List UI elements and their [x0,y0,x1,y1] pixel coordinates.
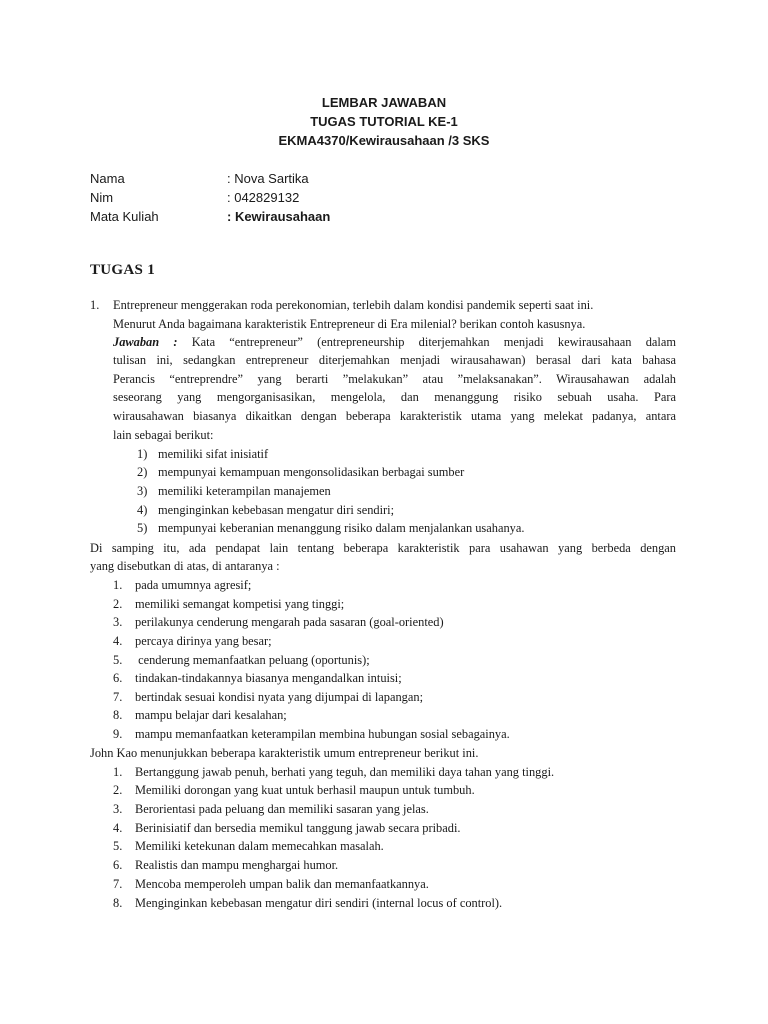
info-row-nama [90,169,690,188]
list-item: mampu belajar dari kesalahan; [135,708,287,722]
question-line: Entrepreneur menggerakan roda perekonomian, terlebih dalam kondisi pandemik seperti saat ini. [113,298,594,312]
paragraph-line: yang disebutkan di atas, di antaranya : [90,559,280,573]
list-item-number: 7. [113,690,123,704]
list-item-number: 4) [137,503,148,517]
list-item-number: 5. [113,653,123,667]
answer-text: Kata “entrepreneur” (entrepreneurship diterjemahkan menjadi kewirausahaan dalam [191,335,676,349]
answer-line: tulisan ini, sedangkan entrepreneur diterjemahkan menjadi wirausahawan) berasal dari kata bahasa [113,353,676,367]
list-item-number: 3) [137,484,148,498]
list-item: bertindak sesuai kondisi nyata yang dijumpai di lapangan; [135,690,424,704]
list-item-number: 1) [137,447,148,461]
list-item: Berorientasi pada peluang dan memiliki sasaran yang jelas. [135,802,429,816]
list-item: Memiliki dorongan yang kuat untuk berhasil maupun untuk tumbuh. [135,783,475,797]
list-item-number: 1. [113,765,123,779]
info-value: : Kewirausahaan [227,209,331,224]
list-item: Menginginkan kebebasan mengatur diri sendiri (internal locus of control). [135,896,503,910]
info-label: Nama [90,171,125,186]
header-subtitle: TUGAS TUTORIAL KE-1 [310,114,458,129]
list-item: memiliki sifat inisiatif [158,447,269,461]
answer-line [113,334,676,350]
list-item-number: 3. [113,802,123,816]
list-item: memiliki semangat kompetisi yang tinggi; [135,597,345,611]
list-item-number: 4. [113,634,123,648]
answer-label: Jawaban : [113,335,178,349]
answer-line: lain sebagai berikut: [113,428,214,442]
list-item: Bertanggung jawab penuh, berhati yang teguh, dan memiliki daya tahan yang tinggi. [135,765,555,779]
info-label: Mata Kuliah [90,209,159,224]
info-row-nim [90,188,690,207]
list-item-number: 2) [137,465,148,479]
header-course: EKMA4370/Kewirausahaan /3 SKS [278,133,490,148]
list-item: Berinisiatif dan bersedia memikul tanggung jawab secara pribadi. [135,821,461,835]
question-number: 1. [90,298,100,312]
answer-line: wirausahawan biasanya dikaitkan dengan beberapa karakteristik utama yang melekat padanya, antara [113,409,676,423]
list-item: Mencoba memperoleh umpan balik dan memanfaatkannya. [135,877,429,891]
info-label: Nim [90,190,114,205]
list-item: tindakan-tindakannya biasanya mengandalkan intuisi; [135,671,402,685]
list-item: mempunyai kemampuan mengonsolidasikan berbagai sumber [158,465,465,479]
list-item-number: 6. [113,858,123,872]
list-item: perilakunya cenderung mengarah pada sasaran (goal-oriented) [135,615,444,629]
list-item: Realistis dan mampu menghargai humor. [135,858,339,872]
list-item: percaya dirinya yang besar; [135,634,272,648]
list-item: mempunyai keberanian menanggung risiko dalam menjalankan usahanya. [158,521,525,535]
list-item-number: 8. [113,708,123,722]
answer-line: Perancis “entreprendre” yang berarti ”melakukan” atau ”melaksanakan”. Wirausahawan adalah [113,372,676,386]
answer-line: seseorang yang mengorganisasikan, mengelola, dan menanggung risiko sebuah usaha. Para [113,390,676,404]
list-item: pada umumnya agresif; [135,578,252,592]
list-item-number: 9. [113,727,123,741]
list-item-number: 3. [113,615,123,629]
list-item-number: 4. [113,821,123,835]
list-item-number: 2. [113,783,123,797]
list-item-number: 5) [137,521,148,535]
header-title: LEMBAR JAWABAN [321,95,447,110]
question-line: Menurut Anda bagaimana karakteristik Entrepreneur di Era milenial? berikan contoh kasusnya. [113,317,586,331]
info-value: : 042829132 [227,190,300,205]
list-item-number: 1. [113,578,123,592]
list-item: mampu memanfaatkan keterampilan membina hubungan sosial sebagainya. [135,727,510,741]
info-value: : Nova Sartika [227,171,309,186]
list-item-number: 6. [113,671,123,685]
list-item: Memiliki ketekunan dalam memecahkan masalah. [135,839,384,853]
list-item: menginginkan kebebasan mengatur diri sendiri; [158,503,395,517]
list-item-number: 8. [113,896,123,910]
list-item-number: 5. [113,839,123,853]
list-item-number: 2. [113,597,123,611]
list-item: memiliki keterampilan manajemen [158,484,331,498]
info-row-mata-kuliah [90,207,690,226]
paragraph-line: John Kao menunjukkan beberapa karakteristik umum entrepreneur berikut ini. [90,746,479,760]
list-item-number: 7. [113,877,123,891]
paragraph-line: Di samping itu, ada pendapat lain tentang beberapa karakteristik para usahawan yang berbeda dengan [90,541,676,555]
section-title: TUGAS 1 [90,262,156,278]
list-item: cenderung memanfaatkan peluang (oportunis); [135,653,370,667]
